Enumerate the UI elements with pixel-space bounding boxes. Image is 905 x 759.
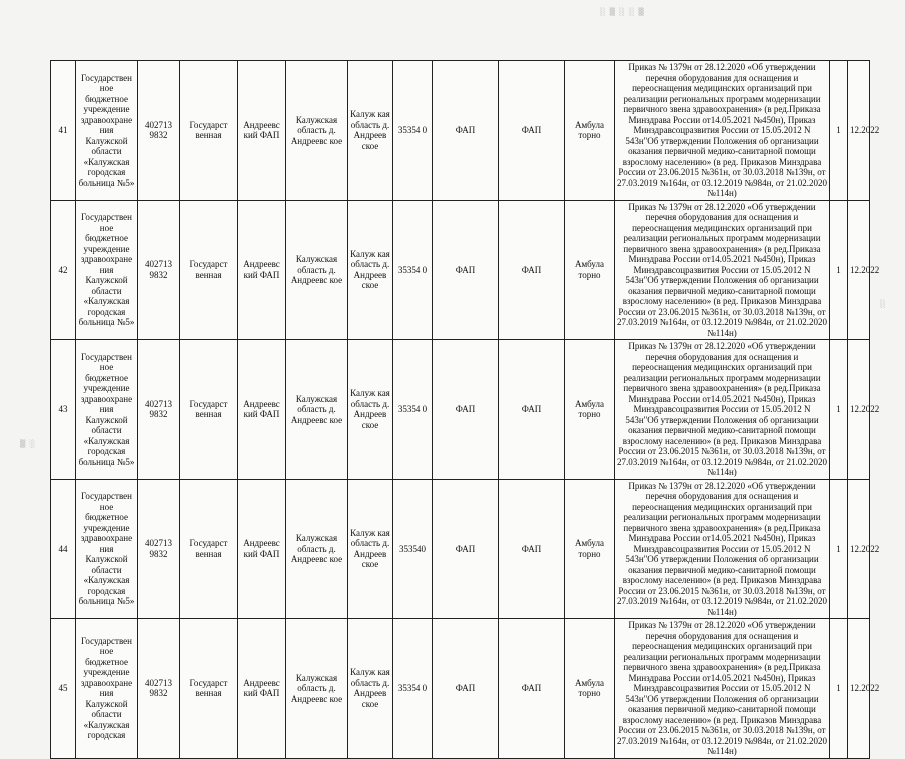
quantity: 1 [830,479,848,619]
regulation-text: Приказ № 1379н от 28.12.2020 «Об утверждении перечня оборудования для оснащения и переоснащения медицинских организаций при реализации региональных программ модернизации первичного звена здравоохранения» (в ред.Приказа Минздрава России от14.05.2021 №450н), Приказ Минздравсоцразвития России от 15.05.2012 N 543н"Об утверждении Положения об организации оказания первичной медико-санитарной помощи взрослому населению» (в ред. Приказов Минздрава России от 23.06.2015 №361н, от 30.03.2018 №139н, от 27.03.2019 №164н, от 03.12.2019 №984н, от 21.02.2020 №114н) [615,61,830,201]
settlement: Калуж кая область д. Андреев ское [348,61,393,201]
inn: 402713 9832 [138,200,180,340]
care-conditions: Амбула торно [565,340,615,480]
unit-address: Калужская область д. Андреевс кое [286,340,348,480]
care-conditions: Амбула торно [565,200,615,340]
regulation-text: Приказ № 1379н от 28.12.2020 «Об утверждении перечня оборудования для оснащения и переоснащения медицинских организаций при реализации региональных программ модернизации первичного звена здравоохранения» (в ред.Приказа Минздрава России от14.05.2021 №450н), Приказ Минздравсоцразвития России от 15.05.2012 N 543н"Об утверждении Положения об организации оказания первичной медико-санитарной помощи взрослому населению» (в ред. Приказов Минздрава России от 23.06.2015 №361н, от 30.03.2018 №139н, от 27.03.2019 №164н, от 03.12.2019 №984н, от 21.02.2020 №114н) [615,619,830,759]
postal-code: 35354 0 [393,61,433,201]
inn: 402713 9832 [138,61,180,201]
quantity: 1 [830,200,848,340]
ownership-form: Государст венная [180,61,238,201]
unit-subtype: ФАП [499,619,565,759]
settlement: Калуж кая область д. Андреев ское [348,479,393,619]
settlement: Калуж кая область д. Андреев ское [348,200,393,340]
quantity: 1 [830,61,848,201]
table-row [51,619,870,759]
row-number: 43 [51,340,76,480]
equipment-table [50,60,880,759]
unit-subtype: ФАП [499,61,565,201]
row-number: 41 [51,61,76,201]
care-conditions: Амбула торно [565,619,615,759]
quantity: 1 [830,619,848,759]
organization-name: Государствен ное бюджетное учреждение здравоохране ния Калужской области «Калужская городская [76,619,138,759]
scan-noise: ░ ▒ ░ ░ ▒ [600,8,645,16]
unit-subtype: ФАП [499,340,565,480]
table-row [51,61,870,201]
unit-address: Калужская область д. Андреевс кое [286,61,348,201]
table-row [51,200,870,340]
row-number: 44 [51,479,76,619]
organization-name: Государствен ное бюджетное учреждение здравоохране ния Калужской области «Калужская городская больница №5» [76,479,138,619]
scan-noise: ░ [880,300,887,308]
unit-type: ФАП [433,340,499,480]
ownership-form: Государст венная [180,200,238,340]
unit-address: Калужская область д. Андреевс кое [286,200,348,340]
unit-subtype: ФАП [499,479,565,619]
settlement: Калуж кая область д. Андреев ское [348,340,393,480]
unit-type: ФАП [433,619,499,759]
scan-noise: ▒ ░ [20,440,36,448]
regulation-text: Приказ № 1379н от 28.12.2020 «Об утверждении перечня оборудования для оснащения и переоснащения медицинских организаций при реализации региональных программ модернизации первичного звена здравоохранения» (в ред.Приказа Минздрава России от14.05.2021 №450н), Приказ Минздравсоцразвития России от 15.05.2012 N 543н"Об утверждении Положения об организации оказания первичной медико-санитарной помощи взрослому населению» (в ред. Приказов Минздрава России от 23.06.2015 №361н, от 30.03.2018 №139н, от 27.03.2019 №164н, от 03.12.2019 №984н, от 21.02.2020 №114н) [615,479,830,619]
quantity: 1 [830,340,848,480]
postal-code: 35354 0 [393,340,433,480]
regulation-text: Приказ № 1379н от 28.12.2020 «Об утверждении перечня оборудования для оснащения и переоснащения медицинских организаций при реализации региональных программ модернизации первичного звена здравоохранения» (в ред.Приказа Минздрава России от14.05.2021 №450н), Приказ Минздравсоцразвития России от 15.05.2012 N 543н"Об утверждении Положения об организации оказания первичной медико-санитарной помощи взрослому населению» (в ред. Приказов Минздрава России от 23.06.2015 №361н, от 30.03.2018 №139н, от 27.03.2019 №164н, от 03.12.2019 №984н, от 21.02.2020 №114н) [615,340,830,480]
unit-name: Андреевс кий ФАП [238,479,286,619]
care-conditions: Амбула торно [565,479,615,619]
delivery-date: 12.2022 [848,340,870,480]
postal-code: 353540 [393,479,433,619]
unit-name: Андреевс кий ФАП [238,61,286,201]
unit-address: Калужская область д. Андреевс кое [286,479,348,619]
table-row [51,479,870,619]
postal-code: 35354 0 [393,619,433,759]
row-number: 45 [51,619,76,759]
delivery-date: 12.2022 [848,61,870,201]
delivery-date: 12.2022 [848,479,870,619]
unit-type: ФАП [433,479,499,619]
delivery-date: 12.2022 [848,200,870,340]
unit-type: ФАП [433,61,499,201]
unit-subtype: ФАП [499,200,565,340]
ownership-form: Государст венная [180,619,238,759]
care-conditions: Амбула торно [565,61,615,201]
unit-type: ФАП [433,200,499,340]
postal-code: 35354 0 [393,200,433,340]
unit-name: Андреевс кий ФАП [238,200,286,340]
row-number: 42 [51,200,76,340]
organization-name: Государствен ное бюджетное учреждение здравоохране ния Калужской области «Калужская городская больница №5» [76,340,138,480]
delivery-date: 12.2022 [848,619,870,759]
organization-name: Государствен ное бюджетное учреждение здравоохране ния Калужской области «Калужская городская больница №5» [76,61,138,201]
regulation-text: Приказ № 1379н от 28.12.2020 «Об утверждении перечня оборудования для оснащения и переоснащения медицинских организаций при реализации региональных программ модернизации первичного звена здравоохранения» (в ред.Приказа Минздрава России от14.05.2021 №450н), Приказ Минздравсоцразвития России от 15.05.2012 N 543н"Об утверждении Положения об организации оказания первичной медико-санитарной помощи взрослому населению» (в ред. Приказов Минздрава России от 23.06.2015 №361н, от 30.03.2018 №139н, от 27.03.2019 №164н, от 03.12.2019 №984н, от 21.02.2020 №114н) [615,200,830,340]
unit-name: Андреевс кий ФАП [238,619,286,759]
ownership-form: Государст венная [180,479,238,619]
inn: 402713 9832 [138,479,180,619]
organization-name: Государствен ное бюджетное учреждение здравоохране ния Калужской области «Калужская городская больница №5» [76,200,138,340]
table-row [51,340,870,480]
inn: 402713 9832 [138,619,180,759]
ownership-form: Государст венная [180,340,238,480]
unit-address: Калужская область д. Андреевс кое [286,619,348,759]
inn: 402713 9832 [138,340,180,480]
unit-name: Андреевс кий ФАП [238,340,286,480]
settlement: Калуж кая область д. Андреев ское [348,619,393,759]
